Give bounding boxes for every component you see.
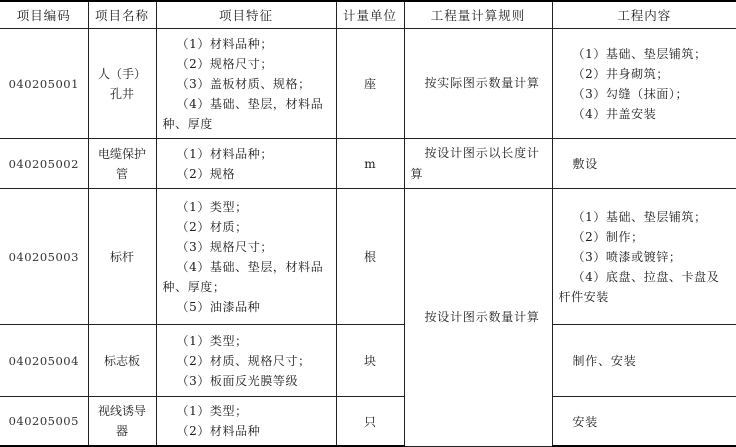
- feature-line: （2）材质、规格尺寸；: [176, 353, 311, 368]
- item-code: 040205005: [0, 397, 88, 447]
- work-content: 安装: [552, 397, 736, 447]
- feature-line: （1）类型；: [176, 333, 248, 348]
- work-content: [552, 189, 736, 325]
- work-content: [552, 29, 736, 139]
- header-unit: 计量单位: [336, 1, 404, 29]
- item-features: [156, 139, 336, 189]
- feature-line: （3）盖板材质、规格；: [176, 76, 311, 91]
- item-unit: 只: [336, 397, 404, 447]
- work-line: （1）基础、垫层铺筑；: [572, 209, 707, 224]
- item-unit: 块: [336, 325, 404, 397]
- item-unit: m: [336, 139, 404, 189]
- feature-line: （2）材料品种: [176, 424, 261, 438]
- work-content: 制作、安装: [552, 325, 736, 397]
- work-line: （1）基础、垫层铺筑；: [572, 46, 707, 61]
- item-name: 电缆保护管: [88, 139, 156, 189]
- item-features: [156, 397, 336, 447]
- feature-line: （3）板面反光膜等级: [176, 373, 299, 388]
- table-row: [0, 397, 736, 447]
- item-name: 人（手）孔井: [88, 29, 156, 139]
- item-name: 标杆: [88, 189, 156, 325]
- feature-line: （2）规格: [176, 166, 236, 181]
- feature-line: （3）规格尺寸；: [176, 239, 273, 254]
- work-line: （4）底盘、拉盘、卡盘及杆件安装: [558, 269, 720, 304]
- item-code: 040205003: [0, 189, 88, 325]
- calc-rule: 按实际图示数量计算: [404, 29, 552, 139]
- feature-line: （1）类型；: [176, 404, 248, 418]
- feature-line: （5）油漆品种: [176, 299, 261, 314]
- feature-line: （1）材料品种；: [176, 146, 273, 161]
- table-row: [0, 139, 736, 189]
- header-item-name: 项目名称: [88, 1, 156, 29]
- feature-line: （4）基础、垫层，材料品种、厚度；: [162, 259, 324, 294]
- table-row: [0, 325, 736, 397]
- work-line: （2）制作；: [572, 229, 644, 244]
- item-unit: 根: [336, 189, 404, 325]
- table-row: [0, 29, 736, 139]
- item-name: 标志板: [88, 325, 156, 397]
- work-line: （2）井身砌筑；: [572, 66, 669, 81]
- feature-line: （2）材质；: [176, 219, 248, 234]
- header-item-code: 项目编码: [0, 1, 88, 29]
- feature-line: （1）材料品种；: [176, 36, 273, 51]
- item-features: [156, 189, 336, 325]
- table-row: [0, 189, 736, 325]
- work-line: （4）井盖安装: [572, 106, 657, 121]
- item-code: 040205002: [0, 139, 88, 189]
- header-row: [0, 1, 736, 29]
- header-calc-rule: 工程量计算规则: [404, 1, 552, 29]
- calc-rule: 按设计图示数量计算: [404, 189, 552, 447]
- header-work-content: 工程内容: [552, 1, 736, 29]
- work-content: 敷设: [552, 139, 736, 189]
- feature-line: （2）规格尺寸；: [176, 56, 273, 71]
- feature-line: （1）类型；: [176, 199, 248, 214]
- header-item-features: 项目特征: [156, 1, 336, 29]
- item-name: 视线诱导器: [88, 397, 156, 447]
- item-features: [156, 325, 336, 397]
- item-unit: 座: [336, 29, 404, 139]
- item-features: [156, 29, 336, 139]
- feature-line: （4）基础、垫层，材料品种、厚度: [162, 96, 324, 131]
- work-line: （3）喷漆或镀锌；: [572, 249, 682, 264]
- calc-rule: 按设计图示以长度计算: [404, 139, 552, 189]
- item-code: 040205001: [0, 29, 88, 139]
- work-line: （3）勾缝（抹面）；: [572, 86, 689, 101]
- item-code: 040205004: [0, 325, 88, 397]
